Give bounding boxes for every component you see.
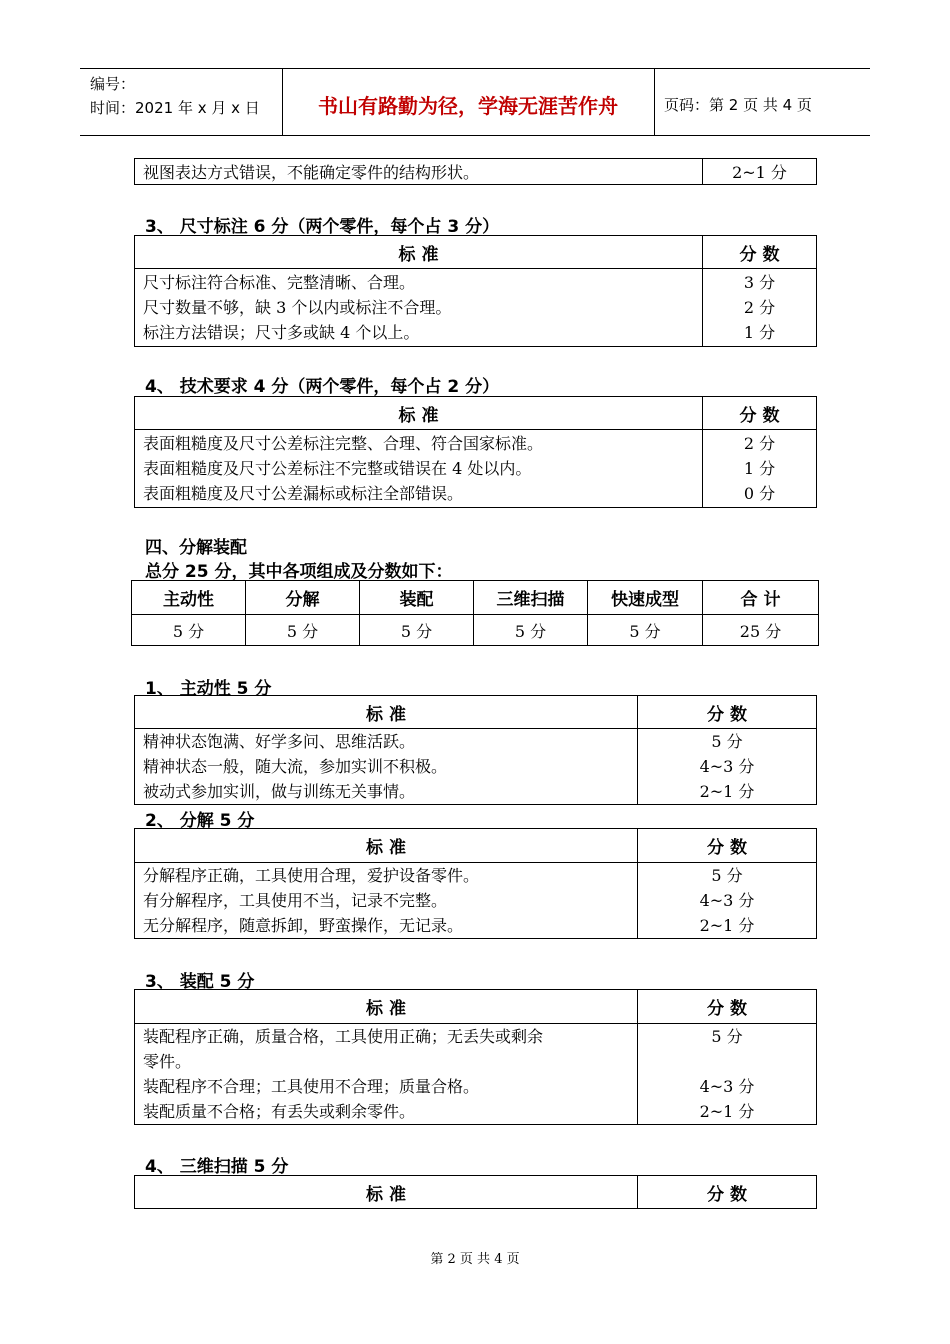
header-bottom-rule: [80, 135, 870, 136]
criteria-line: 无分解程序，随意拆卸，野蛮操作，无记录。: [143, 916, 464, 935]
header-meta: [90, 72, 260, 120]
criteria-header: 标 准: [135, 696, 638, 729]
page-footer: 第 2 页 共 4 页: [430, 1252, 520, 1267]
score-line: 4~3 分: [699, 891, 755, 910]
section-title-initiative: 1、 主动性 5 分: [145, 679, 272, 699]
score-line: 1 分: [743, 323, 776, 342]
criteria-header: 标 准: [135, 990, 638, 1024]
score-line: 2 分: [743, 298, 776, 317]
score-line-spacer: [646, 1049, 808, 1074]
section-title-dimension: 3、 尺寸标注 6 分（两个零件，每个占 3 分）: [145, 217, 500, 237]
criteria-header: 标 准: [135, 236, 703, 269]
scan-table: [134, 1175, 817, 1209]
score-cell: [638, 729, 817, 805]
score-line: 0 分: [743, 484, 776, 503]
score-line: 5 分: [711, 866, 743, 885]
part-heading: 四、分解装配: [145, 538, 247, 558]
criteria-line: 表面粗糙度及尺寸公差标注不完整或错误在 4 处以内。: [143, 459, 532, 478]
criteria-cell: [135, 863, 638, 939]
criteria-line: 装配程序正确，质量合格，工具使用正确；无丢失或剩余: [143, 1027, 544, 1046]
criteria-line: 零件。: [143, 1052, 192, 1071]
score-line: 5 分: [711, 1027, 743, 1046]
score-cell: 5 分: [132, 615, 246, 646]
section-title-disassembly: 2、 分解 5 分: [145, 811, 255, 831]
score-header: 分 数: [703, 397, 817, 430]
col-total: 合 计: [703, 581, 819, 615]
table-header-row: [135, 236, 817, 269]
disassembly-table: [134, 828, 817, 939]
score-line: 2~1 分: [699, 1102, 755, 1121]
score-cell: 2~1 分: [703, 159, 817, 185]
score-header: 分 数: [703, 236, 817, 269]
score-header: 分 数: [638, 696, 817, 729]
score-line: 4~3 分: [699, 1077, 755, 1096]
header-page-info: 页码：第 2 页 共 4 页: [664, 96, 812, 114]
part-subheading: 总分 25 分，其中各项组成及分数如下：: [145, 562, 453, 582]
criteria-line: 有分解程序，工具使用不当，记录不完整。: [143, 891, 448, 910]
number-label: 编号：: [90, 75, 136, 93]
criteria-line: 分解程序正确，工具使用合理，爱护设备零件。: [143, 866, 480, 885]
table-header-row: [135, 696, 817, 729]
table-row: [135, 1024, 817, 1125]
score-line: 2~1 分: [699, 916, 755, 935]
criteria-header: 标 准: [135, 397, 703, 430]
score-line: 3 分: [743, 273, 776, 292]
score-line: 4~3 分: [699, 757, 755, 776]
table-row: [135, 269, 817, 347]
continued-table: [134, 158, 817, 185]
score-cell: [638, 1024, 817, 1125]
table-row: [135, 863, 817, 939]
col-assembly: 装配: [360, 581, 474, 615]
table-header-row: [135, 829, 817, 863]
score-cell: [638, 863, 817, 939]
score-line: 1 分: [743, 459, 776, 478]
score-header: 分 数: [638, 990, 817, 1024]
section-title-3d-scan: 4、 三维扫描 5 分: [145, 1157, 289, 1177]
table-row: [135, 159, 817, 185]
table-header-row: [135, 397, 817, 430]
table-header-row: [132, 581, 819, 615]
section-title-tech: 4、 技术要求 4 分（两个零件，每个占 2 分）: [145, 377, 500, 397]
time-label: 时间：2021 年 x 月 x 日: [90, 99, 260, 117]
score-cell: 25 分: [703, 615, 819, 646]
criteria-line: 精神状态饱满、好学多问、思维活跃。: [143, 732, 416, 751]
table-row: [135, 430, 817, 508]
criteria-line: 标注方法错误；尺寸多或缺 4 个以上。: [143, 323, 420, 342]
dimension-table: [134, 235, 817, 347]
header-top-rule: [80, 68, 870, 69]
criteria-cell: [135, 269, 703, 347]
criteria-header: 标 准: [135, 1176, 638, 1209]
criteria-line: 装配程序不合理；工具使用不合理；质量合格。: [143, 1077, 480, 1096]
criteria-line: 被动式参加实训，做与训练无关事情。: [143, 782, 416, 801]
criteria-line: 表面粗糙度及尺寸公差漏标或标注全部错误。: [143, 484, 464, 503]
tech-table: [134, 396, 817, 508]
criteria-line: 装配质量不合格；有丢失或剩余零件。: [143, 1102, 416, 1121]
criteria-line: 尺寸标注符合标准、完整清晰、合理。: [143, 273, 416, 292]
col-3d-scan: 三维扫描: [474, 581, 588, 615]
score-cell: 5 分: [246, 615, 360, 646]
table-header-row: [135, 990, 817, 1024]
score-cell: [703, 269, 817, 347]
score-header: 分 数: [638, 1176, 817, 1209]
col-rapid-prototyping: 快速成型: [588, 581, 703, 615]
score-summary-table: [131, 580, 819, 646]
score-cell: 5 分: [588, 615, 703, 646]
score-cell: 5 分: [474, 615, 588, 646]
table-header-row: [135, 1176, 817, 1209]
score-line: 5 分: [711, 732, 743, 751]
score-line: 2~1 分: [699, 782, 755, 801]
criteria-line: 尺寸数量不够，缺 3 个以内或标注不合理。: [143, 298, 452, 317]
section-title-assembly: 3、 装配 5 分: [145, 972, 255, 992]
table-row: [135, 729, 817, 805]
score-cell: 5 分: [360, 615, 474, 646]
header-slogan: 书山有路勤为径，学海无涯苦作舟: [318, 94, 618, 118]
col-disassembly: 分解: [246, 581, 360, 615]
score-line: 2 分: [743, 434, 776, 453]
criteria-header: 标 准: [135, 829, 638, 863]
initiative-table: [134, 695, 817, 805]
criteria-cell: 视图表达方式错误，不能确定零件的结构形状。: [135, 159, 703, 185]
criteria-cell: [135, 430, 703, 508]
criteria-line: 表面粗糙度及尺寸公差标注完整、合理、符合国家标准。: [143, 434, 544, 453]
score-header: 分 数: [638, 829, 817, 863]
table-row: [132, 615, 819, 646]
score-cell: [703, 430, 817, 508]
criteria-line: 精神状态一般，随大流，参加实训不积极。: [143, 757, 448, 776]
criteria-cell: [135, 729, 638, 805]
criteria-cell: [135, 1024, 638, 1125]
assembly-table: [134, 989, 817, 1125]
header-divider-right: [654, 68, 655, 136]
col-initiative: 主动性: [132, 581, 246, 615]
